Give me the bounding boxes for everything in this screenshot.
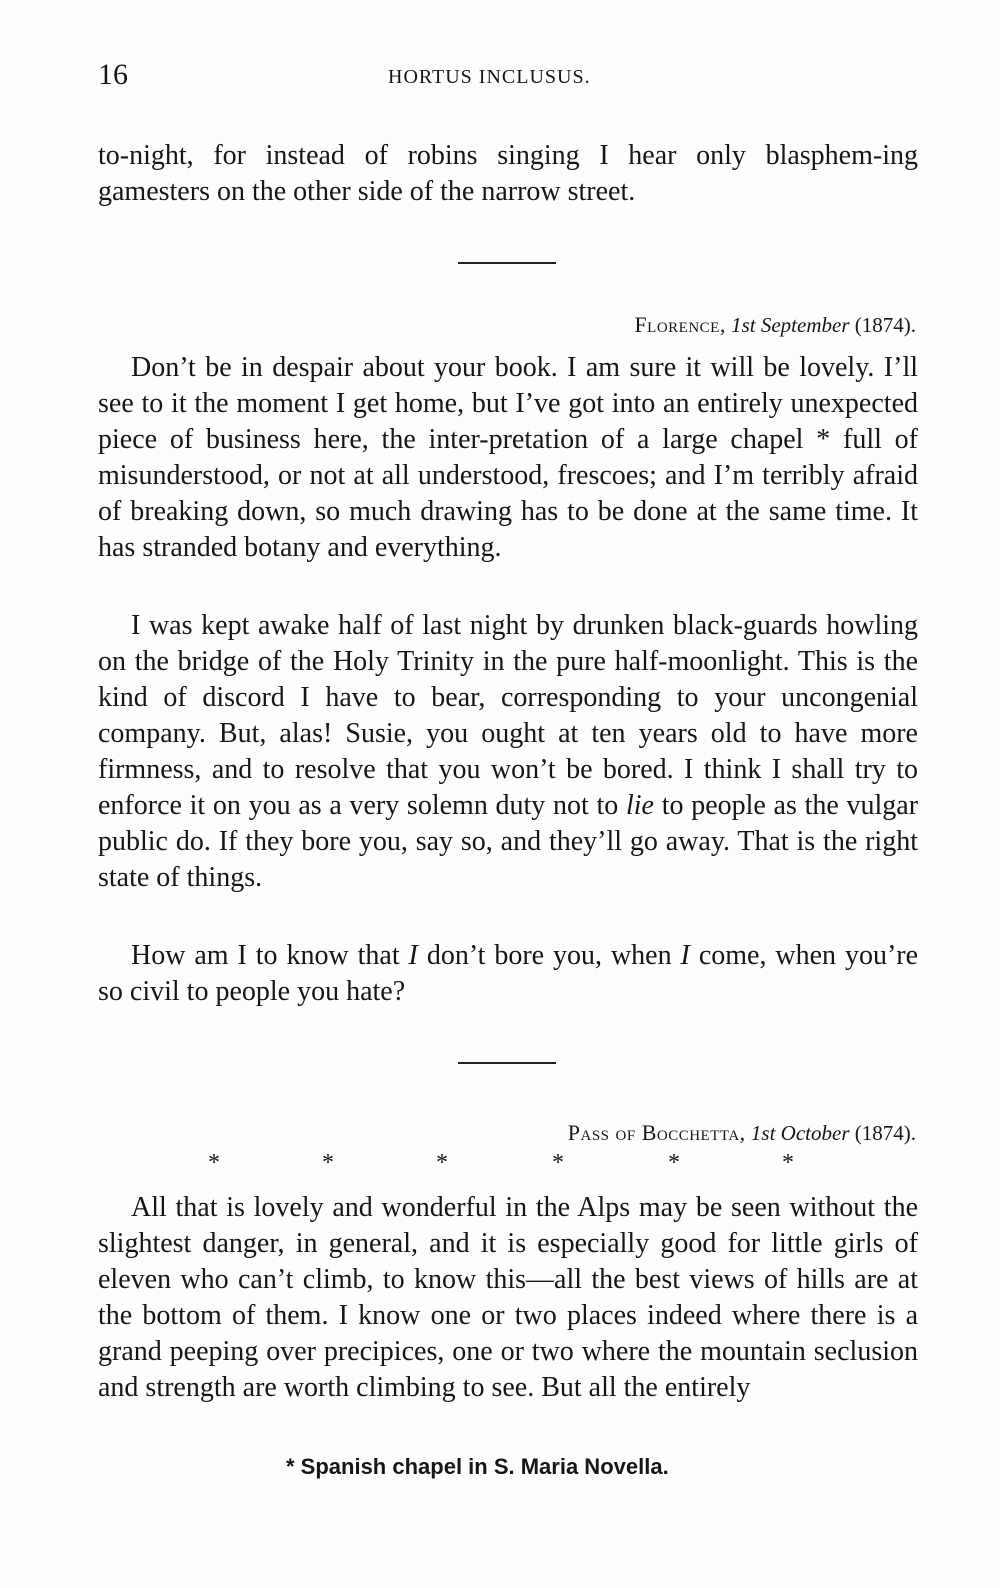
section-divider — [458, 1062, 556, 1064]
page-header — [98, 58, 918, 98]
dateline-place: Florence, — [634, 312, 726, 337]
footnote: * Spanish chapel in S. Maria Novella. — [286, 1454, 669, 1479]
dateline-date: 1st October — [750, 1121, 850, 1145]
paragraph-text: don’t bore you, when — [426, 940, 672, 971]
emphasis: I — [680, 940, 690, 971]
asterisk: * — [668, 1150, 680, 1176]
emphasis: I — [408, 940, 418, 971]
letter-paragraph — [98, 938, 918, 1010]
asterisk: * — [322, 1150, 334, 1176]
continuation-paragraph: to-night, for instead of robins singing I hear only blasphem-ing gamesters on the other side of the narrow street. — [98, 140, 918, 207]
paragraph-text: to people as the vulgar public do. If they bore you, say so, and they’ll go away. That is the right state of things. — [98, 790, 919, 893]
asterism-row — [200, 1150, 820, 1186]
dateline-date: 1st September — [731, 313, 850, 337]
section-divider — [458, 262, 556, 264]
running-head: HORTUS INCLUSUS. — [388, 66, 591, 88]
paragraph-text: come, when you’re so civil to people you hate? — [98, 940, 919, 1007]
letter-paragraph — [98, 608, 918, 896]
letter-paragraph: All that is lovely and wonderful in the Alps may be seen without the slightest danger, in general, and it is especially good for little girls of eleven who can’t climb, to know this—all the best views of hills are at the bottom of them. I know one or two places indeed where there is a grand peeping over precipices, one or two where the mountain seclusion and strength are worth climbing to see. But all the entirely — [98, 1192, 918, 1403]
dateline-bocchetta — [568, 1120, 916, 1146]
paragraph-text: How am I to know that — [131, 940, 400, 971]
emphasis: lie — [626, 790, 654, 821]
asterisk: * — [208, 1150, 220, 1176]
asterisk: * — [436, 1150, 448, 1176]
dateline-florence — [634, 312, 916, 338]
asterisk: * — [552, 1150, 564, 1176]
asterisk: * — [782, 1150, 794, 1176]
dateline-year: (1874). — [854, 1121, 916, 1145]
page-number: 16 — [98, 58, 128, 91]
dateline-place: Pass of Bocchetta, — [567, 1120, 746, 1145]
dateline-year: (1874). — [854, 313, 916, 337]
letter-paragraph: Don’t be in despair about your book. I am sure it will be lovely. I’ll see to it the moment I get home, but I’ve got into an entirely unexpected piece of business here, the inter-pretation of a large chapel * full of misunderstood, or not at all understood, frescoes; and I’m terribly afraid of breaking down, so much drawing has to be done at the same time. It has stranded botany and everything. — [98, 352, 918, 563]
paragraph-text: I was kept awake half of last night by drunken black-guards howling on the bridge of the Holy Trinity in the pure half-moonlight. This is the kind of discord I have to bear, corresponding to your uncongenial company. But, alas! Susie, you ought at ten years old to have more firmness, and to resolve that you won’t be bored. I think I shall try to enforce it on you as a very solemn duty not to — [98, 610, 918, 821]
